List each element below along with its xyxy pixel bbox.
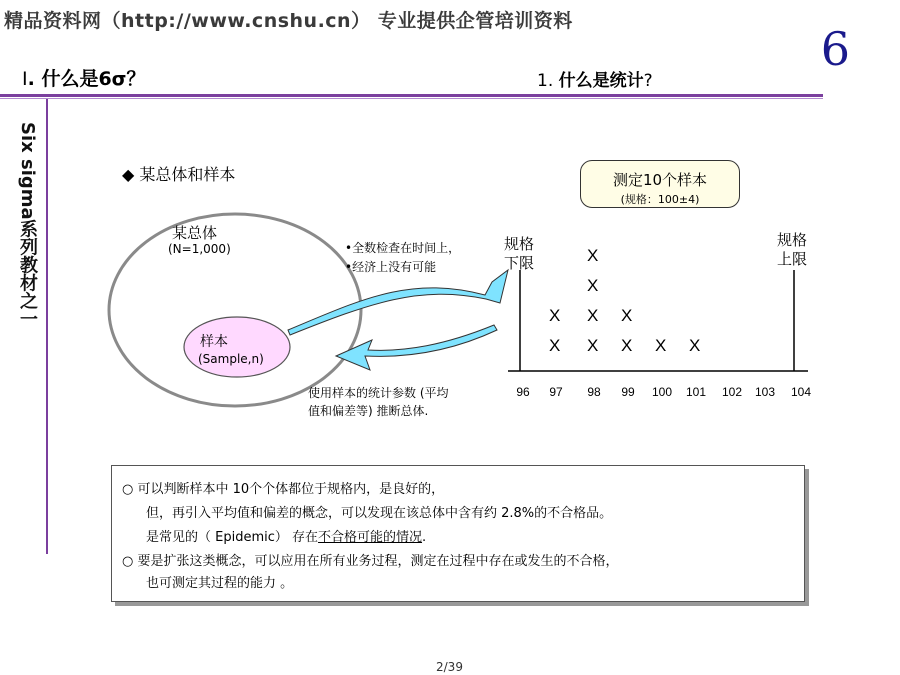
watermark-banner: 精品资料网（http://www.cnshu.cn） 专业提供企管培训资料 [4, 10, 573, 32]
usl-label-line2: 上限 [777, 250, 808, 268]
sample-mark: X [587, 336, 599, 355]
section-title-text: . 什么是6σ？ [27, 68, 146, 90]
inference-line-1: 使用样本的统计参数 (平均 [308, 386, 449, 400]
explanation-line-3-underlined: 不合格可能的情况 [318, 530, 423, 545]
tick-label: 103 [754, 385, 776, 399]
sample-mark: X [689, 336, 701, 355]
explanation-line-1: ○ 可以判断样本中 10个个体都位于规格内，是良好的， [122, 482, 445, 497]
inference-arrow [336, 325, 497, 370]
explanation-line-3b: . [422, 530, 427, 545]
explanation-line-5: 也可测定其过程的能力 。 [146, 576, 294, 591]
heading-text: 某总体和样本 [139, 165, 236, 184]
note-line-2: •经济上没有可能 [345, 260, 437, 274]
population-n: (N=1,000) [168, 242, 231, 256]
usl-label [777, 231, 807, 269]
sample-mark: X [549, 336, 561, 355]
explanation-line-2: 但，再引入平均值和偏差的概念，可以发现在该总体中含有约 2.8%的不合格品。 [146, 506, 613, 521]
tick-label: 102 [721, 385, 743, 399]
sample-mark: X [587, 246, 599, 265]
tick-label: 101 [685, 385, 707, 399]
sample-callout [580, 160, 740, 208]
tick-label: 98 [587, 385, 601, 399]
usl-label-line1: 规格 [777, 231, 808, 249]
subtitle-text: 什么是统计 [558, 71, 644, 91]
explanation-line-3 [146, 526, 426, 545]
lsl-label-line1: 规格 [504, 235, 535, 253]
diagram-heading [122, 162, 235, 185]
inference-line-2: 值和偏差等) 推断总体. [308, 404, 429, 418]
lsl-label [504, 235, 534, 273]
tick-label: 104 [790, 385, 812, 399]
tick-label: 100 [651, 385, 673, 399]
sample-mark: X [621, 306, 633, 325]
sample-mark: X [549, 306, 561, 325]
tick-label: 96 [516, 385, 530, 399]
explanation-line-4: ○ 要是扩张这类概念，可以应用在所有业务过程，测定在过程中存在或发生的不合格， [122, 554, 619, 569]
tick-label: 99 [621, 385, 635, 399]
page-footer: 2/39 [436, 660, 463, 674]
sample-n: (Sample,n) [198, 352, 264, 366]
subtitle-mark: ? [643, 71, 653, 91]
explanation-line-3a: 是常见的（ Epidemic） 存在 [146, 530, 319, 545]
tick-label: 97 [549, 385, 563, 399]
subtitle-number: 1. [537, 71, 559, 91]
sample-mark: X [621, 336, 633, 355]
callout-title: 测定10个样本 [612, 171, 708, 189]
note-line-1: •全数检查在时间上， [345, 241, 461, 255]
side-label: Six sigma系列教材之一 [17, 122, 38, 328]
callout-spec: (规格：100±4) [620, 193, 700, 206]
sample-mark: X [587, 276, 599, 295]
sample-mark: X [655, 336, 667, 355]
sampling-arrow [288, 270, 508, 335]
sample-mark: X [587, 306, 599, 325]
page-number: 6 [820, 22, 850, 76]
diamond-bullet-icon: ◆ [122, 165, 135, 184]
explanation-box [111, 465, 805, 602]
population-label: 某总体 [172, 224, 218, 242]
sample-label: 样本 [200, 334, 228, 350]
section-roman: Ⅰ [22, 68, 28, 90]
lsl-label-line2: 下限 [504, 254, 535, 272]
